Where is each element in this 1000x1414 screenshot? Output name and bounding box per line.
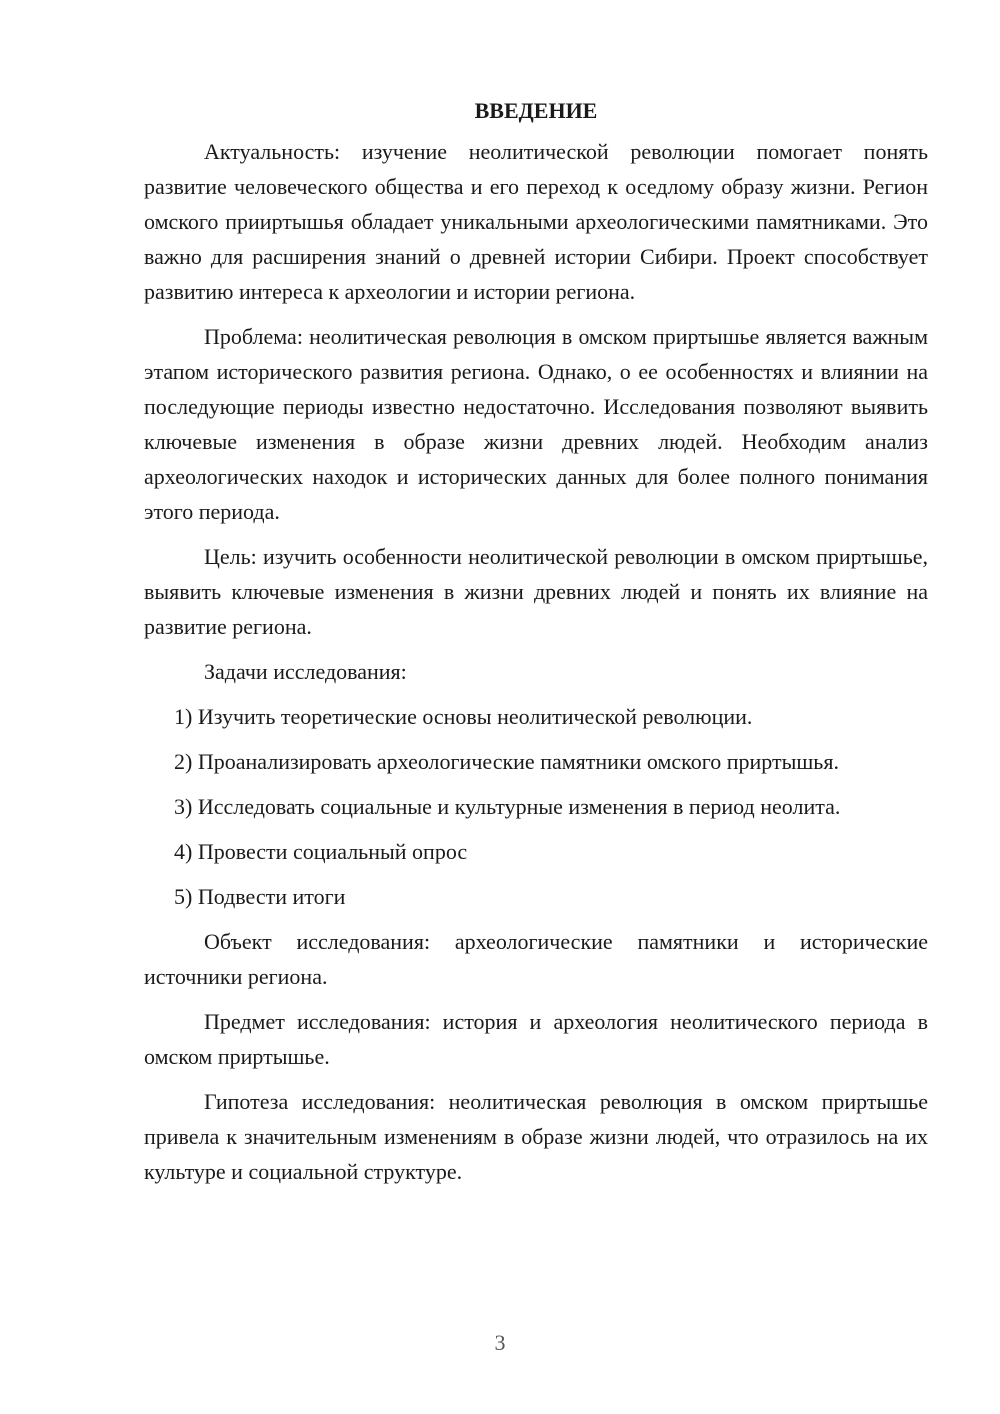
task-item: 2) Проанализировать археологические памятники омского приртышья. <box>174 749 839 774</box>
subject-paragraph: Предмет исследования: история и археология неолитического периода в омском приртышье. <box>144 1009 928 1069</box>
tasks-heading: Задачи исследования: <box>204 659 407 684</box>
relevance-paragraph: Актуальность: изучение неолитической революции помогает понять развитие человеческого общества и его переход к оседлому образу жизни. Регион омского прииртышья обладает уникальными археологическими памятниками. Это важно для расширения знаний о древней истории Сибири. Проект способствует развитию интереса к археологии и истории региона. <box>144 139 928 304</box>
task-item: 4) Провести социальный опрос <box>174 839 468 864</box>
hypothesis-paragraph: Гипотеза исследования: неолитическая революция в омском приртышье привела к значительным изменениям в образе жизни людей, что отразилось на их культуре и социальной структуре. <box>144 1089 928 1184</box>
object-paragraph: Объект исследования: археологические памятники и исторические источники региона. <box>144 929 928 989</box>
page-title: ВВЕДЕНИЕ <box>474 98 598 123</box>
task-item: 3) Исследовать социальные и культурные изменения в период неолита. <box>174 794 841 819</box>
goal-paragraph: Цель: изучить особенности неолитической революции в омском приртышье, выявить ключевые изменения в жизни древних людей и понять их влияние на развитие региона. <box>144 544 928 639</box>
page-number: 3 <box>494 1330 506 1355</box>
document-body <box>144 88 928 1189</box>
task-item: 5) Подвести итоги <box>174 884 346 909</box>
task-item: 1) Изучить теоретические основы неолитической революции. <box>174 704 753 729</box>
problem-paragraph: Проблема: неолитическая революция в омском приртышье является важным этапом исторического развития региона. Однако, о ее особенностях и влиянии на последующие периоды известно недостаточно. Исследования позволяют выявить ключевые изменения в образе жизни древних людей. Необходим анализ археологических находок и исторических данных для более полного понимания этого периода. <box>144 324 928 524</box>
